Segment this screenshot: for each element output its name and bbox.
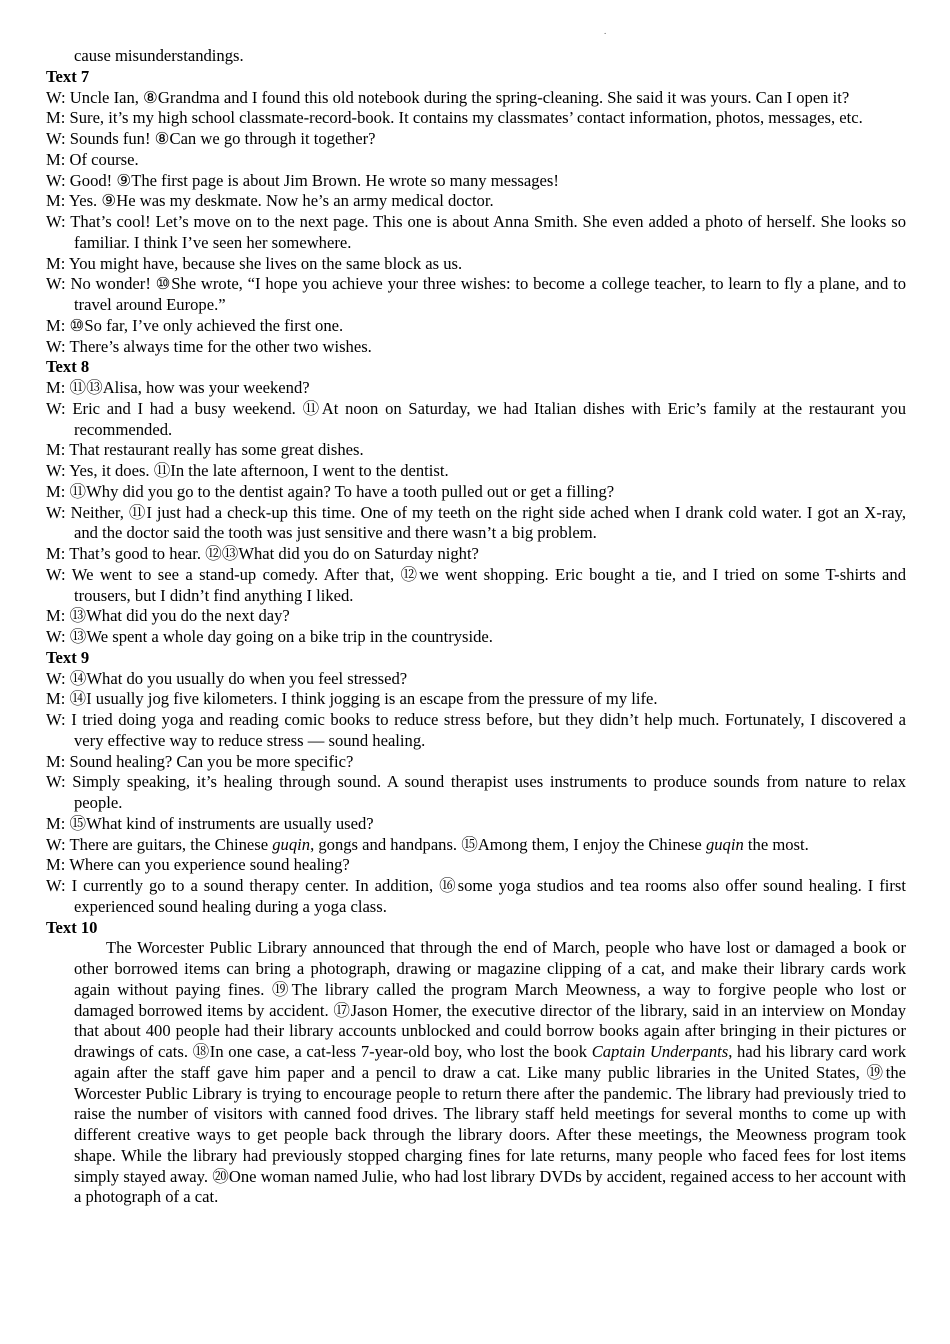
text-run: The Worcester Public Library announced that through the end of March, people who have lost or damaged a book or other borrowed items can bring a photograph, drawing or magazine clipping of a cat, and make their library cards work again without paying fines. ⑲The library called the program March Meowness, a way to forgive people who lost or damaged borrowed items by accident. ⑰Jason Homer, the executive director of the library, said in an interview on Monday that about 400 people had their library accounts unblocked and could borrow books again after bringing in their pictures or drawings of cats. ⑱In one case, a cat-less 7-year-old boy, who lost the book: [74, 938, 906, 1061]
dialogue-line: W: Eric and I had a busy weekend. ⑪At noon on Saturday, we had Italian dishes with Eric’s family at the restaurant you recommended.: [46, 398, 906, 439]
text-8-section: [46, 357, 906, 648]
dialogue-line: W: Sounds fun! ⑧Can we go through it together?: [46, 129, 376, 148]
dialogue-line: W: Simply speaking, it’s healing through sound. A sound therapist uses instruments to produce sounds from nature to relax people.: [46, 772, 906, 812]
dialogue-line: [46, 835, 906, 856]
text-run: , gongs and handpans. ⑮Among them, I enjoy the Chinese: [310, 834, 706, 854]
dialogue-line: M: ⑬What did you do the next day?: [46, 606, 290, 626]
dialogue-line: W: I currently go to a sound therapy center. In addition, ⑯some yoga studios and tea rooms also offer sound healing. I first experienced sound healing during a yoga class.: [46, 876, 906, 916]
dialogue-line: M: That’s good to hear. ⑫⑬What did you do on Saturday night?: [46, 544, 479, 563]
text-10-heading: Text 10: [46, 917, 98, 937]
dialogue-line: W: I tried doing yoga and reading comic books to reduce stress before, but they didn’t help much. Fortunately, I discovered a very effective way to reduce stress — sound healing.: [46, 710, 906, 750]
transcript: [46, 46, 906, 1208]
text-9-heading: Text 9: [46, 647, 90, 667]
dialogue-line: M: Yes. ⑨He was my deskmate. Now he’s an army medical doctor.: [46, 191, 494, 211]
top-mark: .: [604, 26, 607, 36]
text-run: , had his library card work again after the staff gave him paper and a pencil to draw a cat. Like many public libraries in the United States, ⑲the Worcester Public Library is trying to encourage people to return there after the pandemic. The library had previously tried to raise the number of visitors with canned food drives. The library staff held meetings for several months to come up with different creative ways to get people back through the library doors. After these meetings, the Meowness program took shape. While the library had previously stopped charging fines for late returns, many people who faced fees for lost items simply stayed away. ⑳One woman named Julie, who had lost library DVDs by accident, regained access to her account with a photograph of a cat.: [74, 1042, 907, 1207]
text-run: W: There are guitars, the Chinese: [46, 834, 273, 854]
dialogue-line: M: Sound healing? Can you be more specific?: [46, 751, 354, 771]
dialogue-line: M: Sure, it’s my high school classmate-record-book. It contains my classmates’ contact information, photos, messages, etc.: [46, 108, 863, 128]
book-title: Captain Underpants: [591, 1042, 729, 1061]
dialogue-line: M: ⑪Why did you go to the dentist again? To have a tooth pulled out or get a filling?: [46, 481, 615, 501]
text-7-heading: Text 7: [46, 66, 90, 86]
dialogue-line: W: ⑬We spent a whole day going on a bike trip in the countryside.: [46, 627, 493, 646]
dialogue-line: M: ⑩So far, I’ve only achieved the first one.: [46, 315, 344, 335]
dialogue-line: M: Of course.: [46, 149, 139, 169]
dialogue-line: W: Uncle Ian, ⑧Grandma and I found this old notebook during the spring-cleaning. She said it was yours. Can I open it?: [46, 87, 850, 107]
dialogue-line: M: You might have, because she lives on the same block as us.: [46, 253, 463, 273]
dialogue-line: M: ⑭I usually jog five kilometers. I think jogging is an escape from the pressure of my life.: [46, 689, 658, 709]
dialogue-line: W: ⑭What do you usually do when you feel stressed?: [46, 668, 408, 688]
passage-paragraph: [46, 938, 906, 1208]
italic-term: guqin: [272, 834, 311, 854]
dialogue-line: M: ⑪⑬Alisa, how was your weekend?: [46, 378, 310, 397]
italic-term: guqin: [705, 834, 744, 854]
dialogue-line: M: Where can you experience sound healing?: [46, 855, 350, 875]
dialogue-line: W: That’s cool! Let’s move on to the next page. This one is about Anna Smith. She even added a photo of herself. She looks so familiar. I think I’ve seen her somewhere.: [46, 212, 906, 252]
lead-line: cause misunderstandings.: [74, 46, 244, 65]
text-10-section: [46, 918, 906, 1209]
text-8-heading: Text 8: [46, 357, 90, 377]
dialogue-line: W: We went to see a stand-up comedy. After that, ⑫we went shopping. Eric bought a tie, and I tried on some T-shirts and trousers, but I didn’t find anything I liked.: [46, 564, 906, 605]
dialogue-line: W: There’s always time for the other two wishes.: [46, 336, 372, 356]
dialogue-line: W: Good! ⑨The first page is about Jim Brown. He wrote so many messages!: [46, 170, 559, 190]
dialogue-line: W: No wonder! ⑩She wrote, “I hope you achieve your three wishes: to become a college teacher, to learn to fly a plane, and to travel around Europe.”: [46, 274, 906, 314]
text-run: the most.: [743, 834, 809, 854]
dialogue-line: M: That restaurant really has some great dishes.: [46, 440, 364, 460]
text-9-section: [46, 648, 906, 918]
dialogue-line: W: Yes, it does. ⑪In the late afternoon, I went to the dentist.: [46, 461, 449, 480]
dialogue-line: W: Neither, ⑪I just had a check-up this time. One of my teeth on the right side ached when I drank cold water. I got an X-ray, and the doctor said the tooth was just sensitive and there wasn’t a big problem.: [46, 502, 906, 543]
dialogue-line: M: ⑮What kind of instruments are usually used?: [46, 813, 374, 833]
text-7-section: [46, 67, 906, 358]
